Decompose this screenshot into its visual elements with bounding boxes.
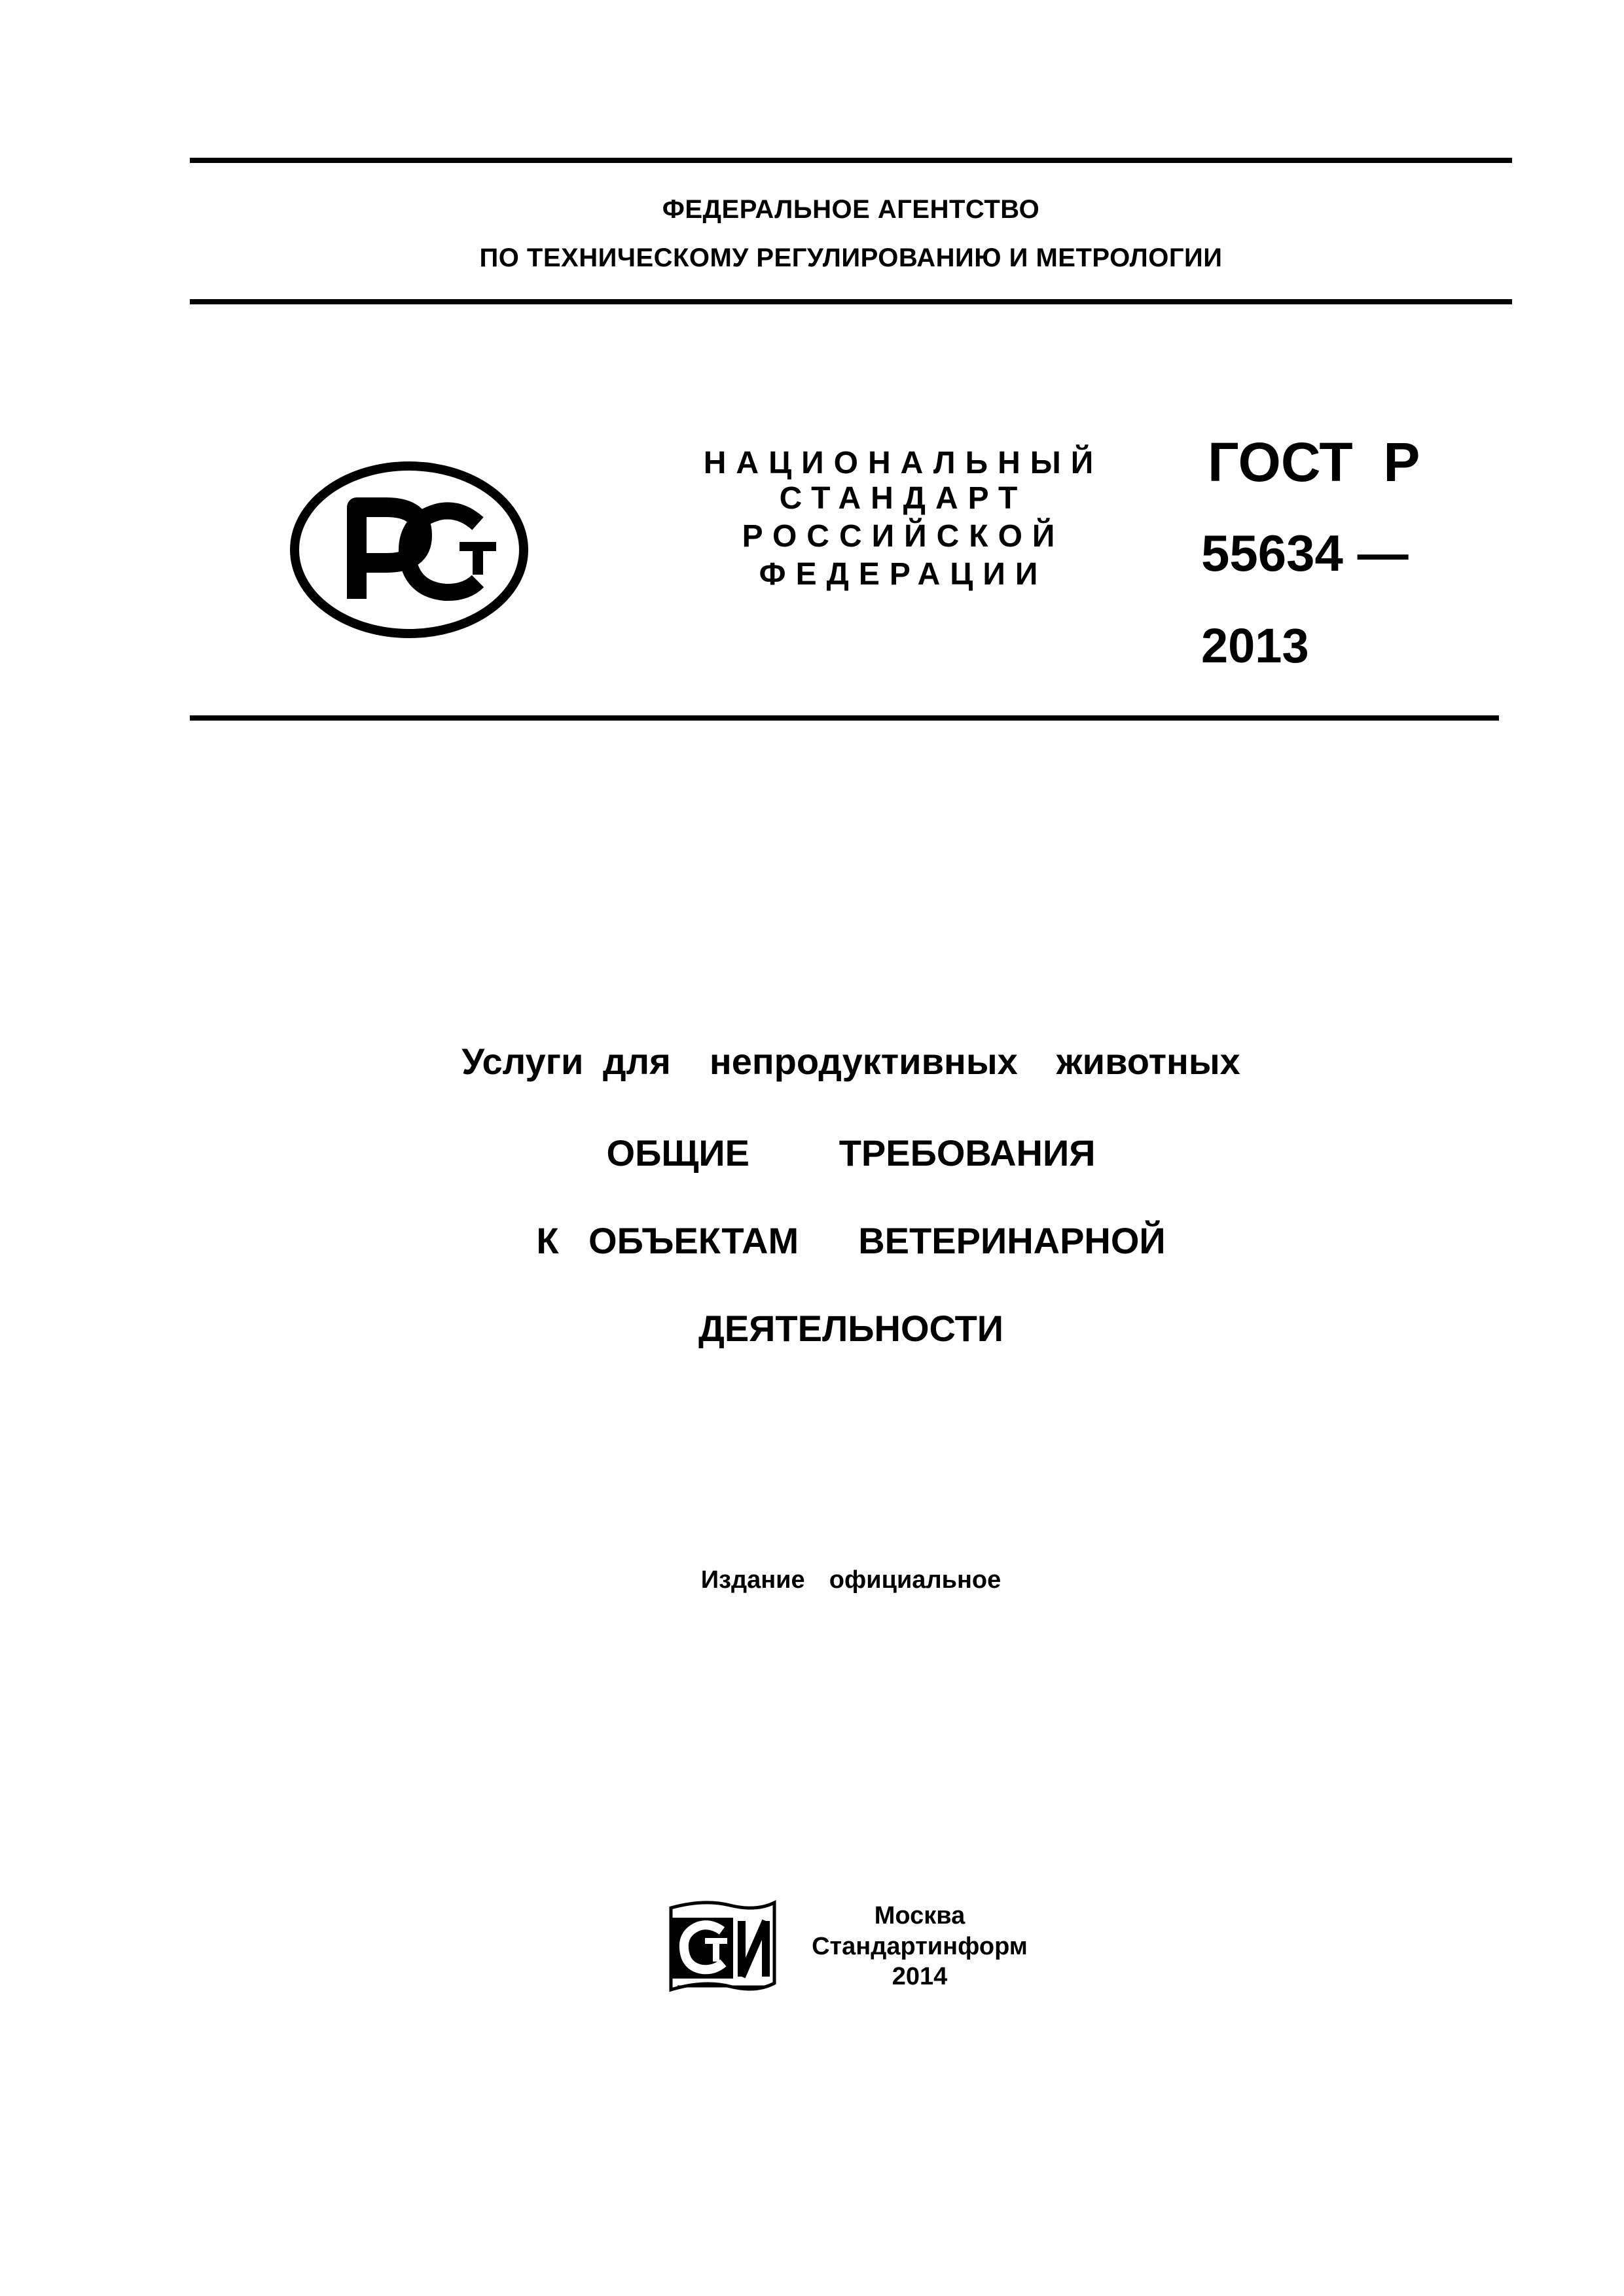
agency-bottom-rule <box>190 299 1512 304</box>
publisher-year: 2014 <box>892 1963 948 1990</box>
agency-line-1: ФЕДЕРАЛЬНОЕ АГЕНТСТВО <box>662 195 1040 224</box>
edition-note: Издание официальное <box>700 1566 1001 1594</box>
standard-label-line-4: ФЕДЕРАЦИИ <box>759 557 1048 592</box>
title-line-2: К ОБЪЕКТАМ ВЕТЕРИНАРНОЙ <box>536 1220 1166 1261</box>
gost-number: 55634 — <box>1201 524 1409 582</box>
gost-year: 2013 <box>1201 619 1309 673</box>
rst-logo-icon <box>288 458 530 641</box>
standard-label-line-3: РОССИЙСКОЙ <box>742 519 1065 554</box>
gost-designation: ГОСТ Р <box>1208 431 1420 493</box>
standard-label-line-1: НАЦИОНАЛЬНЫЙ <box>703 446 1104 480</box>
title-subtitle: Услуги для непродуктивных животных <box>461 1041 1240 1082</box>
publisher-city: Москва <box>874 1902 965 1929</box>
publisher-name: Стандартинформ <box>812 1933 1028 1960</box>
header-bottom-rule <box>190 715 1499 721</box>
standartinform-logo-icon <box>664 1895 779 1996</box>
agency-line-2: ПО ТЕХНИЧЕСКОМУ РЕГУЛИРОВАНИЮ И МЕТРОЛОГИИ <box>479 243 1223 272</box>
top-rule <box>190 158 1512 163</box>
title-line-3: ДЕЯТЕЛЬНОСТИ <box>698 1308 1004 1349</box>
standard-label-line-2: СТАНДАРТ <box>779 481 1028 516</box>
title-line-1: ОБЩИЕ ТРЕБОВАНИЯ <box>606 1132 1096 1174</box>
